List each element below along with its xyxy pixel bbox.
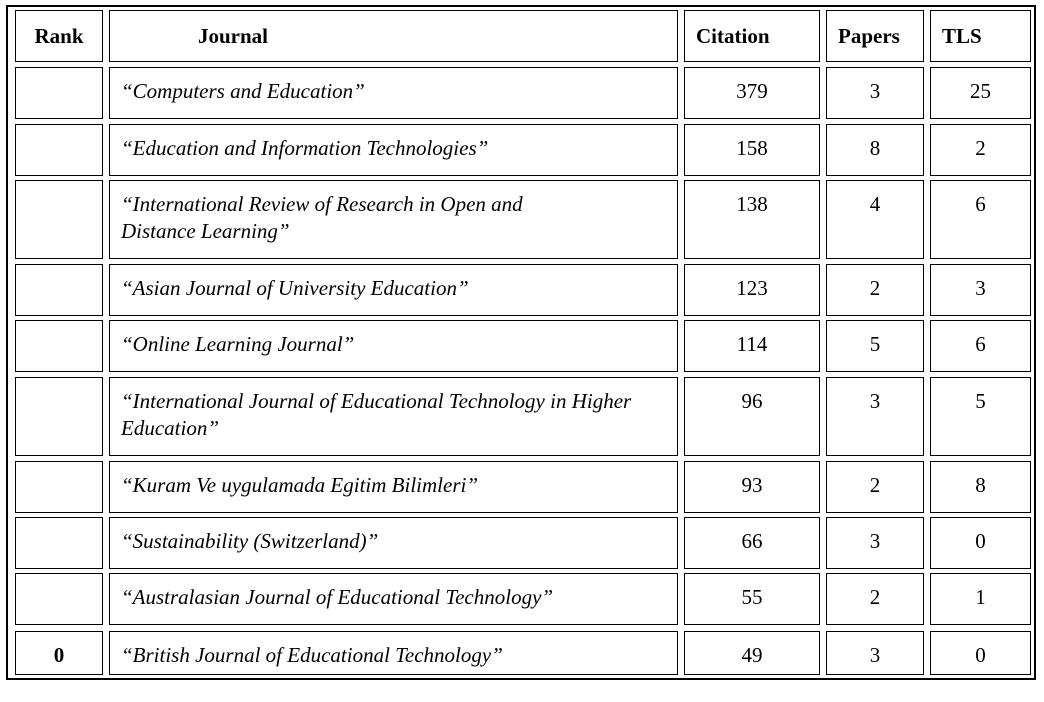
- tls-value: 25: [970, 79, 991, 103]
- citation-value: 96: [741, 389, 763, 413]
- citation-value: 114: [736, 332, 768, 356]
- rank-value: 0: [53, 643, 65, 667]
- journal-name: “British Journal of Educational Technology”: [121, 643, 503, 667]
- table-row-1-papers: [826, 67, 924, 119]
- table-row-5-citation: [684, 320, 820, 372]
- papers-value: 2: [869, 585, 881, 609]
- journal-name: “Australasian Journal of Educational Technology”: [121, 585, 554, 609]
- header-papers-label: Papers: [838, 23, 900, 48]
- table-row-2-journal: [109, 124, 678, 176]
- table-row-2-tls: [930, 124, 1031, 176]
- table-row-8-rank: [15, 517, 103, 569]
- papers-value: 3: [869, 529, 881, 553]
- table-row-4-tls: [930, 264, 1031, 316]
- header-journal: [109, 10, 678, 62]
- tls-value: 2: [975, 136, 986, 160]
- papers-value: 3: [869, 389, 881, 413]
- table-row-2-citation: [684, 124, 820, 176]
- tls-value: 1: [975, 585, 986, 609]
- table-row-7-rank: [15, 461, 103, 513]
- table-row-6-rank: [15, 377, 103, 456]
- table-row-5-tls: [930, 320, 1031, 372]
- table-row-10-citation: [684, 631, 820, 675]
- header-citation: [684, 10, 820, 62]
- journal-name: “Online Learning Journal”: [121, 332, 355, 356]
- table-row-5-journal: [109, 320, 678, 372]
- table-row-3-journal: [109, 180, 678, 259]
- journal-name: “Kuram Ve uygulamada Egitim Bilimleri”: [121, 473, 478, 497]
- table-row-7-papers: [826, 461, 924, 513]
- table-row-1-journal: [109, 67, 678, 119]
- tls-value: 5: [975, 389, 986, 413]
- table-row-7-citation: [684, 461, 820, 513]
- table-row-1-tls: [930, 67, 1031, 119]
- citation-value: 66: [741, 529, 763, 553]
- header-rank: [15, 10, 103, 62]
- table-row-3-papers: [826, 180, 924, 259]
- table-row-7-journal: [109, 461, 678, 513]
- table-row-9-rank: [15, 573, 103, 625]
- papers-value: 8: [869, 136, 881, 160]
- table-row-3-rank: [15, 180, 103, 259]
- journal-name: “Education and Information Technologies”: [121, 136, 489, 160]
- table-row-9-citation: [684, 573, 820, 625]
- journal-name: “Asian Journal of University Education”: [121, 276, 469, 300]
- tls-value: 6: [975, 192, 986, 216]
- tls-value: 0: [975, 643, 986, 667]
- table-row-6-tls: [930, 377, 1031, 456]
- header-citation-label: Citation: [696, 23, 770, 48]
- table-row-7-tls: [930, 461, 1031, 513]
- citation-value: 49: [741, 643, 763, 667]
- table-row-4-papers: [826, 264, 924, 316]
- citation-value: 379: [736, 79, 768, 103]
- table-row-6-citation: [684, 377, 820, 456]
- table-row-10-papers: [826, 631, 924, 675]
- table-row-4-citation: [684, 264, 820, 316]
- table-row-1-rank: [15, 67, 103, 119]
- table-row-1-citation: [684, 67, 820, 119]
- table-row-4-rank: [15, 264, 103, 316]
- citation-value: 123: [736, 276, 768, 300]
- tls-value: 8: [975, 473, 986, 497]
- citation-value: 93: [741, 473, 763, 497]
- table-row-3-tls: [930, 180, 1031, 259]
- table-row-10-rank: [15, 631, 103, 675]
- table-row-6-papers: [826, 377, 924, 456]
- table-row-5-rank: [15, 320, 103, 372]
- table-row-8-journal: [109, 517, 678, 569]
- header-rank-label: Rank: [34, 23, 84, 48]
- table-row-9-journal: [109, 573, 678, 625]
- table-row-4-journal: [109, 264, 678, 316]
- header-journal-label: Journal: [198, 23, 269, 48]
- table-row-2-papers: [826, 124, 924, 176]
- table-row-8-citation: [684, 517, 820, 569]
- papers-value: 5: [869, 332, 881, 356]
- journal-name: “Computers and Education”: [121, 79, 365, 103]
- table-row-2-rank: [15, 124, 103, 176]
- journals-table: [6, 5, 1036, 680]
- journal-name: “Sustainability (Switzerland)”: [121, 529, 379, 553]
- papers-value: 2: [869, 276, 881, 300]
- table-row-3-citation: [684, 180, 820, 259]
- journal-name: “International Journal of Educational Technology in Higher Education”: [121, 389, 632, 440]
- table-row-9-papers: [826, 573, 924, 625]
- table-row-8-papers: [826, 517, 924, 569]
- table-row-6-journal: [109, 377, 678, 456]
- header-tls-label: TLS: [942, 23, 982, 48]
- header-papers: [826, 10, 924, 62]
- papers-value: 4: [869, 192, 881, 216]
- papers-value: 3: [869, 79, 881, 103]
- table-row-9-tls: [930, 573, 1031, 625]
- table-row-8-tls: [930, 517, 1031, 569]
- tls-value: 3: [975, 276, 986, 300]
- citation-value: 138: [736, 192, 768, 216]
- header-tls: [930, 10, 1031, 62]
- tls-value: 6: [975, 332, 986, 356]
- papers-value: 3: [869, 643, 881, 667]
- papers-value: 2: [869, 473, 881, 497]
- tls-value: 0: [975, 529, 986, 553]
- table-row-10-tls: [930, 631, 1031, 675]
- citation-value: 158: [736, 136, 768, 160]
- citation-value: 55: [741, 585, 763, 609]
- table-row-5-papers: [826, 320, 924, 372]
- table-row-10-journal: [109, 631, 678, 675]
- journal-name: “International Review of Research in Open and Distance Learning”: [121, 192, 523, 243]
